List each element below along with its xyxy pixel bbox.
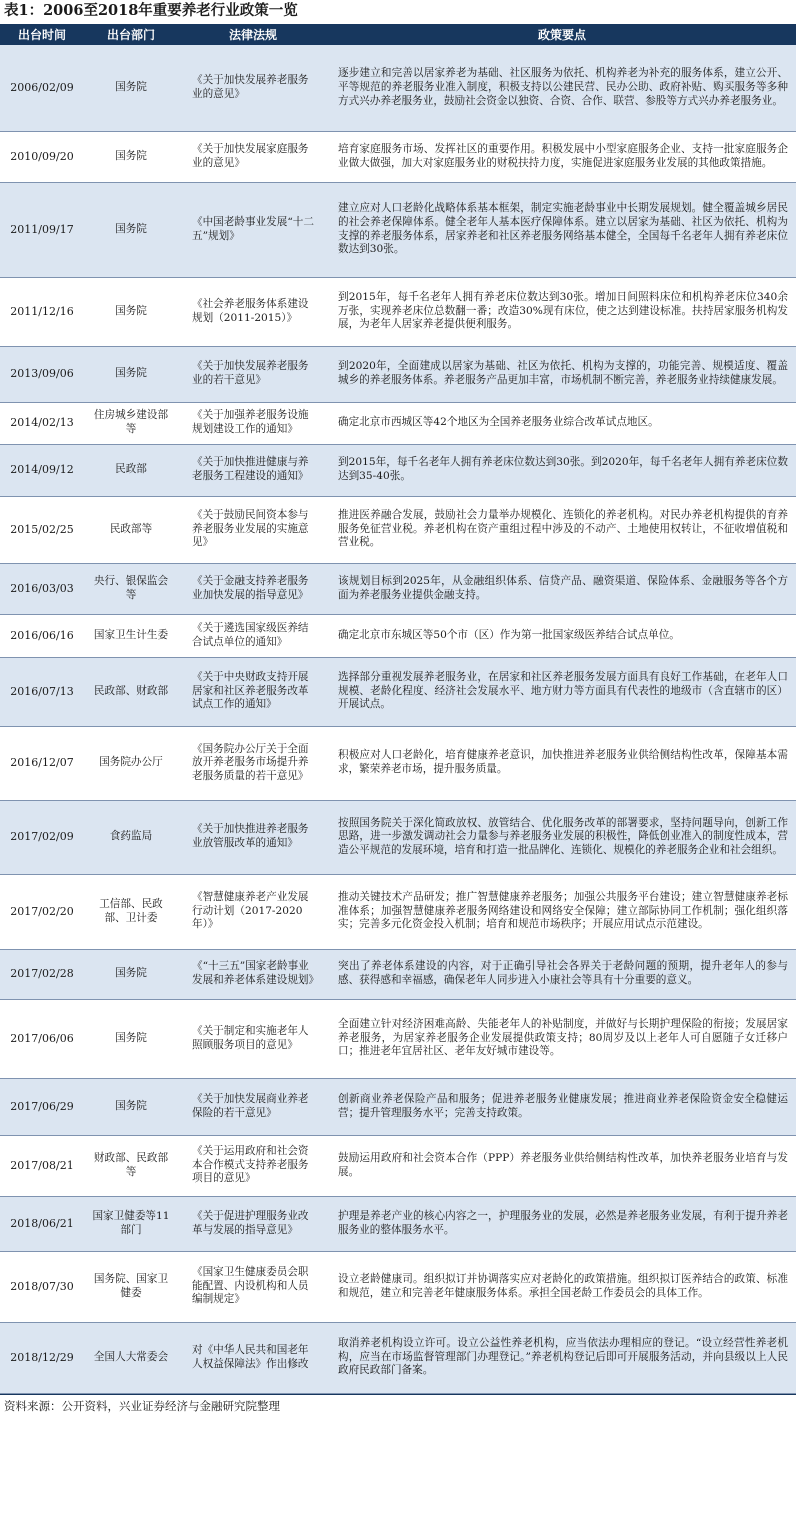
table-row	[0, 1322, 796, 1393]
row-law: 《关于鼓励民间资本参与养老服务业发展的实施意见》	[178, 496, 328, 563]
row-department: 国务院	[84, 131, 178, 182]
row-department: 国务院	[84, 949, 178, 999]
row-law: 《关于加快发展家庭服务业的意见》	[178, 131, 328, 182]
row-date: 2011/12/16	[0, 277, 84, 346]
row-department: 财政部、民政部等	[84, 1135, 178, 1196]
row-date: 2017/06/29	[0, 1078, 84, 1135]
row-department: 住房城乡建设部等	[84, 402, 178, 444]
row-law: 《关于加快推进养老服务业放管服改革的通知》	[178, 800, 328, 874]
row-date: 2010/09/20	[0, 131, 84, 182]
table-row	[0, 131, 796, 182]
row-law: 《关于加快发展养老服务业的若干意见》	[178, 346, 328, 402]
row-law: 《关于加快发展养老服务业的意见》	[178, 45, 328, 131]
row-department: 国务院办公厅	[84, 726, 178, 800]
row-law: 《国家卫生健康委员会职能配置、内设机构和人员编制规定》	[178, 1251, 328, 1322]
table-row	[0, 402, 796, 444]
header-department: 出台部门	[84, 24, 178, 45]
row-department: 国务院	[84, 182, 178, 277]
row-law: 《国务院办公厅关于全面放开养老服务市场提升养老服务质量的若干意见》	[178, 726, 328, 800]
header-date: 出台时间	[0, 24, 84, 45]
row-date: 2017/06/06	[0, 999, 84, 1078]
row-department: 央行、银保监会等	[84, 563, 178, 614]
row-policy-points: 设立老龄健康司。组织拟订并协调落实应对老龄化的政策措施。组织拟订医养结合的政策、标准和规范，建立和完善老年健康服务体系。承担全国老龄工作委员会的具体工作。	[328, 1251, 796, 1322]
row-policy-points: 确定北京市东城区等50个市（区）作为第一批国家级医养结合试点单位。	[328, 614, 796, 657]
table-row	[0, 999, 796, 1078]
row-date: 2018/12/29	[0, 1322, 84, 1393]
row-date: 2011/09/17	[0, 182, 84, 277]
row-law: 《关于遴选国家级医养结合试点单位的通知》	[178, 614, 328, 657]
row-law: 《“十三五”国家老龄事业发展和养老体系建设规划》	[178, 949, 328, 999]
row-law: 《关于加强养老服务设施规划建设工作的通知》	[178, 402, 328, 444]
header-law: 法律法规	[178, 24, 328, 45]
row-date: 2017/02/28	[0, 949, 84, 999]
row-date: 2017/08/21	[0, 1135, 84, 1196]
row-department: 国务院	[84, 45, 178, 131]
row-department: 民政部、财政部	[84, 657, 178, 726]
row-law: 《关于中央财政支持开展居家和社区养老服务改革试点工作的通知》	[178, 657, 328, 726]
row-law: 《关于加快推进健康与养老服务工程建设的通知》	[178, 444, 328, 496]
table-row	[0, 614, 796, 657]
row-policy-points: 创新商业养老保险产品和服务；促进养老服务业健康发展；推进商业养老保险资金安全稳健运营；提升管理服务水平；完善支持政策。	[328, 1078, 796, 1135]
row-department: 国家卫生计生委	[84, 614, 178, 657]
table-row	[0, 346, 796, 402]
row-date: 2014/02/13	[0, 402, 84, 444]
row-law: 《社会养老服务体系建设规划（2011-2015）》	[178, 277, 328, 346]
row-department: 食药监局	[84, 800, 178, 874]
row-law: 对《中华人民共和国老年人权益保障法》作出修改	[178, 1322, 328, 1393]
table-row	[0, 800, 796, 874]
row-policy-points: 建立应对人口老龄化战略体系基本框架，制定实施老龄事业中长期发展规划。健全覆盖城乡居民的社会养老保障体系。健全老年人基本医疗保障体系。建立以居家为基础、社区为依托、机构为支撑的养老服务体系，居家养老和社区养老服务网络基本健全，全国每千名老年人拥有养老床位数达到30张。	[328, 182, 796, 277]
row-date: 2017/02/09	[0, 800, 84, 874]
row-department: 国家卫健委等11部门	[84, 1196, 178, 1251]
table-row	[0, 657, 796, 726]
row-department: 国务院、国家卫健委	[84, 1251, 178, 1322]
table-row	[0, 726, 796, 800]
row-department: 国务院	[84, 1078, 178, 1135]
table-body	[0, 45, 796, 1393]
row-department: 民政部	[84, 444, 178, 496]
row-policy-points: 突出了养老体系建设的内容，对于正确引导社会各界关于老龄问题的预期，提升老年人的参与感、获得感和幸福感，确保老年人同步进入小康社会等具有十分重要的意义。	[328, 949, 796, 999]
table-row	[0, 444, 796, 496]
row-law: 《关于制定和实施老年人照顾服务项目的意见》	[178, 999, 328, 1078]
table-row	[0, 45, 796, 131]
row-policy-points: 推动关键技术产品研发；推广智慧健康养老服务；加强公共服务平台建设；建立智慧健康养老标准体系；加强智慧健康养老服务网络建设和网络安全保障；建立部际协同工作机制；强化组织落实；完善多元化资金投入机制；培育和规范市场秩序；开展应用试点示范建设。	[328, 874, 796, 949]
table-row	[0, 949, 796, 999]
table-row	[0, 874, 796, 949]
row-date: 2014/09/12	[0, 444, 84, 496]
row-date: 2017/02/20	[0, 874, 84, 949]
row-policy-points: 到2015年，每千名老年人拥有养老床位数达到30张。增加日间照料床位和机构养老床位340余万张，实现养老床位总数翻一番；改造30%现有床位，使之达到建设标准。扶持居家服务机构发展，为老年人居家养老提供便利服务。	[328, 277, 796, 346]
row-policy-points: 到2015年，每千名老年人拥有养老床位数达到30张。到2020年，每千名老年人拥有养老床位数达到35-40张。	[328, 444, 796, 496]
row-policy-points: 该规划目标到2025年，从金融组织体系、信贷产品、融资渠道、保险体系、金融服务等各个方面为养老服务业提供金融支持。	[328, 563, 796, 614]
row-department: 国务院	[84, 277, 178, 346]
row-policy-points: 积极应对人口老龄化，培育健康养老意识，加快推进养老服务业供给侧结构性改革，保障基本需求，繁荣养老市场，提升服务质量。	[328, 726, 796, 800]
source-note: 资料来源：公开资料，兴业证券经济与金融研究院整理	[0, 1394, 796, 1417]
table-row	[0, 496, 796, 563]
row-department: 工信部、民政部、卫计委	[84, 874, 178, 949]
row-department: 国务院	[84, 346, 178, 402]
table-header-row	[0, 24, 796, 45]
row-date: 2016/12/07	[0, 726, 84, 800]
row-department: 国务院	[84, 999, 178, 1078]
row-date: 2015/02/25	[0, 496, 84, 563]
table-row	[0, 1251, 796, 1322]
row-law: 《关于加快发展商业养老保险的若干意见》	[178, 1078, 328, 1135]
table-row	[0, 1196, 796, 1251]
header-policy-points: 政策要点	[328, 24, 796, 45]
table-title: 表1：2006至2018年重要养老行业政策一览	[4, 2, 298, 19]
row-policy-points: 确定北京市西城区等42个地区为全国养老服务业综合改革试点地区。	[328, 402, 796, 444]
row-department: 全国人大常委会	[84, 1322, 178, 1393]
row-law: 《关于运用政府和社会资本合作模式支持养老服务项目的意见》	[178, 1135, 328, 1196]
row-policy-points: 逐步建立和完善以居家养老为基础、社区服务为依托、机构养老为补充的服务体系，建立公开、平等规范的养老服务业准入制度，积极支持以公建民营、民办公助、政府补贴、购买服务等多种方式兴办养老服务业，鼓励社会资金以独资、合资、合作、联营、参股等方式兴办养老服务业。	[328, 45, 796, 131]
row-law: 《智慧健康养老产业发展行动计划（2017-2020年）》	[178, 874, 328, 949]
row-date: 2016/06/16	[0, 614, 84, 657]
row-policy-points: 鼓励运用政府和社会资本合作（PPP）养老服务业供给侧结构性改革，加快养老服务业培育与发展。	[328, 1135, 796, 1196]
table-row	[0, 1078, 796, 1135]
row-date: 2016/07/13	[0, 657, 84, 726]
row-policy-points: 选择部分重视发展养老服务业，在居家和社区养老服务发展方面具有良好工作基础，在老年人口规模、老龄化程度、经济社会发展水平、地方财力等方面具有代表性的地级市（含直辖市的区）开展试点。	[328, 657, 796, 726]
policy-table	[0, 24, 796, 1394]
row-law: 《关于金融支持养老服务业加快发展的指导意见》	[178, 563, 328, 614]
row-date: 2016/03/03	[0, 563, 84, 614]
row-date: 2013/09/06	[0, 346, 84, 402]
row-law: 《中国老龄事业发展“十二五”规划》	[178, 182, 328, 277]
table-row	[0, 277, 796, 346]
table-row	[0, 563, 796, 614]
row-policy-points: 到2020年，全面建成以居家为基础、社区为依托、机构为支撑的，功能完善、规模适度、覆盖城乡的养老服务体系。养老服务产品更加丰富，市场机制不断完善，养老服务业持续健康发展。	[328, 346, 796, 402]
row-policy-points: 全面建立针对经济困难高龄、失能老年人的补贴制度，并做好与长期护理保险的衔接；发展居家养老服务，为居家养老服务企业发展提供政策支持；80周岁及以上老年人可自愿随子女迁移户口；推进老年宜居社区、老年友好城市建设等。	[328, 999, 796, 1078]
row-policy-points: 培育家庭服务市场、发挥社区的重要作用。积极发展中小型家庭服务企业、支持一批家庭服务企业做大做强，加大对家庭服务业的财税扶持力度，实施促进家庭服务业发展的其他政策措施。	[328, 131, 796, 182]
row-policy-points: 按照国务院关于深化简政放权、放管结合、优化服务改革的部署要求，坚持问题导向，创新工作思路，进一步激发调动社会力量参与养老服务业发展的积极性，降低创业准入的制度性成本，营造公平规范的发展环境，培育和打造一批品牌化、连锁化、规模化的养老服务企业和社会组织。	[328, 800, 796, 874]
row-policy-points: 取消养老机构设立许可。设立公益性养老机构，应当依法办理相应的登记。“设立经营性养老机构，应当在市场监督管理部门办理登记。”养老机构登记后即可开展服务活动，并向县级以上人民政府民政部门备案。	[328, 1322, 796, 1393]
row-law: 《关于促进护理服务业改革与发展的指导意见》	[178, 1196, 328, 1251]
row-date: 2018/07/30	[0, 1251, 84, 1322]
row-date: 2018/06/21	[0, 1196, 84, 1251]
row-policy-points: 护理是养老产业的核心内容之一，护理服务业的发展，必然是养老服务业发展，有利于提升养老服务业的整体服务水平。	[328, 1196, 796, 1251]
row-policy-points: 推进医养融合发展，鼓励社会力量举办规模化、连锁化的养老机构。对民办养老机构提供的育养服务免征营业税。养老机构在资产重组过程中涉及的不动产、土地使用权转让，不征收增值税和营业税。	[328, 496, 796, 563]
row-department: 民政部等	[84, 496, 178, 563]
table-row	[0, 1135, 796, 1196]
table-row	[0, 182, 796, 277]
row-date: 2006/02/09	[0, 45, 84, 131]
